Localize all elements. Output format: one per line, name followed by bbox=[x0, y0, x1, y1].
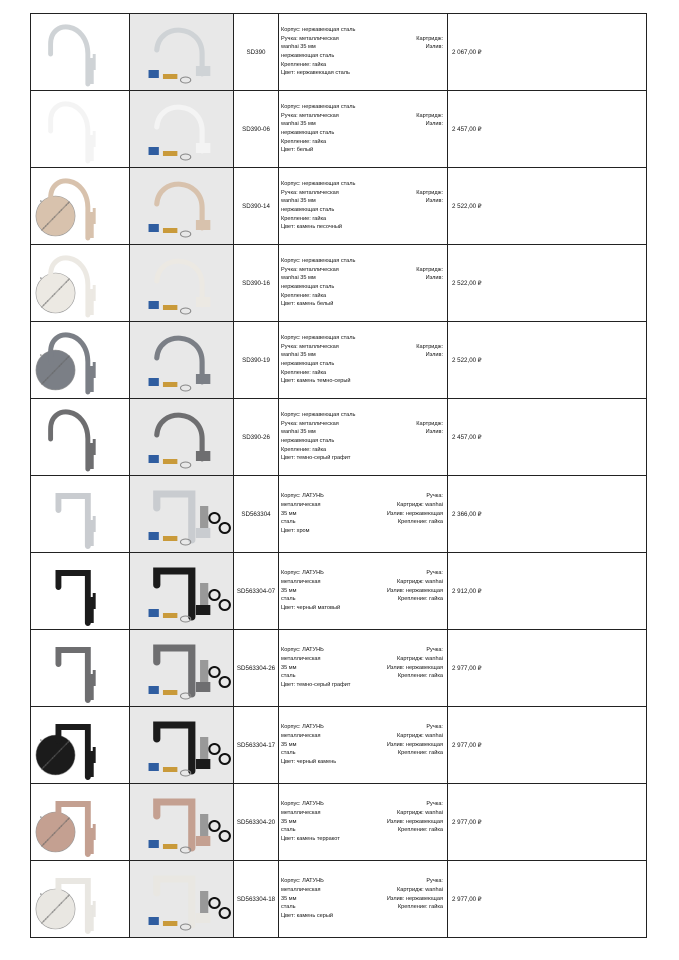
spec-pair bbox=[281, 43, 447, 52]
product-code: SD390-14 bbox=[234, 168, 279, 245]
product-kit-photo bbox=[130, 476, 234, 553]
product-kit-photo bbox=[130, 707, 234, 784]
product-spec bbox=[279, 168, 448, 245]
product-kit-photo bbox=[130, 14, 234, 91]
spec-right: Картридж: wanhai bbox=[397, 886, 443, 893]
spec-right: Картридж: bbox=[416, 343, 443, 350]
product-row bbox=[31, 322, 647, 399]
spec-left: Корпус: ЛАТУНЬ bbox=[281, 724, 324, 731]
product-kit-photo bbox=[130, 399, 234, 476]
product-photo bbox=[31, 630, 130, 707]
spec-line: Корпус: нержавеющая сталь bbox=[281, 257, 356, 264]
spec-line: Цвет: темно-серый графит bbox=[281, 455, 351, 462]
spec-right: Картридж: wanhai bbox=[397, 655, 443, 662]
product-code: SD390-26 bbox=[234, 399, 279, 476]
spec-right: Излив: bbox=[425, 275, 443, 282]
spec-left: металлическая bbox=[281, 809, 321, 816]
spec-line: нержавеющая сталь bbox=[281, 361, 335, 367]
product-kit-photo bbox=[130, 861, 234, 938]
product-spec bbox=[279, 14, 448, 91]
spec-left: 35 мм bbox=[281, 587, 297, 594]
spec-pair bbox=[281, 595, 447, 604]
product-photo bbox=[31, 168, 130, 245]
spec-line: Цвет: черный матовый bbox=[281, 605, 341, 612]
product-price: 2 522,00 ₽ bbox=[448, 322, 647, 399]
spec-right: Излив: нержавеющая bbox=[386, 895, 443, 902]
spec-pair bbox=[281, 741, 447, 750]
spec-left: сталь bbox=[281, 827, 296, 834]
spec-left: wanhai 35 мм bbox=[281, 352, 316, 359]
spec-left: wanhai 35 мм bbox=[281, 121, 316, 128]
spec-line: Корпус: нержавеющая сталь bbox=[281, 103, 356, 110]
product-spec bbox=[279, 245, 448, 322]
product-row bbox=[31, 91, 647, 168]
spec-line: Крепление: гайка bbox=[281, 61, 327, 68]
spec-pair bbox=[281, 826, 447, 835]
product-row bbox=[31, 707, 647, 784]
spec-line: Цвет: камень серый bbox=[281, 913, 334, 920]
spec-right: Излив: bbox=[425, 44, 443, 51]
spec-left: 35 мм bbox=[281, 741, 297, 748]
spec-line: Цвет: темно-серый графит bbox=[281, 682, 351, 689]
product-price: 2 457,00 ₽ bbox=[448, 91, 647, 168]
product-row bbox=[31, 14, 647, 91]
spec-pair bbox=[281, 818, 447, 827]
spec-left: сталь bbox=[281, 750, 296, 757]
spec-pair bbox=[281, 518, 447, 527]
spec-right: Крепление: гайка bbox=[397, 596, 443, 603]
spec-right: Ручка: bbox=[426, 647, 443, 654]
spec-line: Крепление: гайка bbox=[281, 215, 327, 222]
spec-right: Излив: нержавеющая bbox=[386, 664, 443, 671]
spec-right: Картридж: wanhai bbox=[397, 809, 443, 816]
spec-pair bbox=[281, 646, 447, 655]
spec-right: Крепление: гайка bbox=[397, 904, 443, 911]
spec-pair bbox=[281, 510, 447, 519]
spec-pair bbox=[281, 895, 447, 904]
spec-left: Корпус: ЛАТУНЬ bbox=[281, 493, 324, 500]
spec-left: Ручка: металлическая bbox=[281, 189, 339, 196]
spec-pair bbox=[281, 501, 447, 510]
product-photo bbox=[31, 399, 130, 476]
product-kit-photo bbox=[130, 322, 234, 399]
spec-pair bbox=[281, 492, 447, 501]
product-spec bbox=[279, 784, 448, 861]
spec-left: металлическая bbox=[281, 732, 321, 739]
product-price: 2 522,00 ₽ bbox=[448, 168, 647, 245]
product-photo bbox=[31, 14, 130, 91]
product-price: 2 977,00 ₽ bbox=[448, 630, 647, 707]
price-list-table bbox=[30, 13, 647, 938]
product-row bbox=[31, 861, 647, 938]
spec-left: 35 мм bbox=[281, 510, 297, 517]
product-photo bbox=[31, 553, 130, 630]
spec-left: металлическая bbox=[281, 655, 321, 662]
spec-right: Картридж: wanhai bbox=[397, 578, 443, 585]
spec-left: 35 мм bbox=[281, 895, 297, 902]
product-code: SD563304-26 bbox=[234, 630, 279, 707]
product-code: SD563304-07 bbox=[234, 553, 279, 630]
spec-line: нержавеющая сталь bbox=[281, 284, 335, 290]
spec-pair bbox=[281, 800, 447, 809]
product-photo bbox=[31, 861, 130, 938]
spec-pair bbox=[281, 112, 447, 121]
spec-pair bbox=[281, 664, 447, 673]
faucet-kit-icon bbox=[157, 107, 202, 151]
spec-pair bbox=[281, 274, 447, 283]
product-photo bbox=[31, 245, 130, 322]
spec-right: Излив: нержавеющая bbox=[386, 510, 443, 517]
product-photo bbox=[31, 322, 130, 399]
spec-left: сталь bbox=[281, 519, 296, 526]
spec-pair bbox=[281, 578, 447, 587]
product-photo bbox=[31, 476, 130, 553]
faucet-icon bbox=[58, 496, 87, 546]
product-kit-photo bbox=[130, 168, 234, 245]
spec-line: Цвет: черный камень bbox=[281, 759, 337, 766]
spec-pair bbox=[281, 587, 447, 596]
product-photo bbox=[31, 91, 130, 168]
spec-right: Ручка: bbox=[426, 493, 443, 500]
spec-right: Излив: bbox=[425, 352, 443, 359]
spec-left: металлическая bbox=[281, 501, 321, 508]
faucet-kit-icon bbox=[157, 338, 202, 382]
product-code: SD563304 bbox=[234, 476, 279, 553]
spec-pair bbox=[281, 428, 447, 437]
spec-line: Крепление: гайка bbox=[281, 369, 327, 376]
product-kit-photo bbox=[130, 245, 234, 322]
spec-left: Ручка: металлическая bbox=[281, 112, 339, 119]
spec-left: Корпус: ЛАТУНЬ bbox=[281, 801, 324, 808]
spec-right: Картридж: bbox=[416, 35, 443, 42]
spec-pair bbox=[281, 732, 447, 741]
spec-left: wanhai 35 мм bbox=[281, 275, 316, 282]
spec-right: Крепление: гайка bbox=[397, 750, 443, 757]
product-kit-photo bbox=[130, 553, 234, 630]
spec-left: сталь bbox=[281, 596, 296, 603]
product-spec bbox=[279, 630, 448, 707]
spec-left: металлическая bbox=[281, 886, 321, 893]
spec-left: сталь bbox=[281, 904, 296, 911]
spec-line: Цвет: белый bbox=[281, 147, 314, 154]
spec-pair bbox=[281, 351, 447, 360]
spec-left: 35 мм bbox=[281, 818, 297, 825]
product-row bbox=[31, 245, 647, 322]
faucet-kit-icon bbox=[157, 879, 192, 925]
spec-left: Ручка: металлическая bbox=[281, 266, 339, 273]
faucet-kit-icon bbox=[157, 648, 192, 694]
spec-right: Крепление: гайка bbox=[397, 827, 443, 834]
product-price: 2 977,00 ₽ bbox=[448, 784, 647, 861]
spec-line: нержавеющая сталь bbox=[281, 207, 335, 213]
spec-left: Корпус: ЛАТУНЬ bbox=[281, 878, 324, 885]
product-code: SD563304-17 bbox=[234, 707, 279, 784]
spec-pair bbox=[281, 569, 447, 578]
spec-line: Цвет: нержавеющая сталь bbox=[281, 70, 350, 77]
product-row bbox=[31, 476, 647, 553]
spec-left: Корпус: ЛАТУНЬ bbox=[281, 647, 324, 654]
spec-pair bbox=[281, 197, 447, 206]
product-kit-photo bbox=[130, 784, 234, 861]
spec-right: Картридж: bbox=[416, 189, 443, 196]
faucet-icon bbox=[51, 27, 88, 84]
spec-line: Корпус: нержавеющая сталь bbox=[281, 180, 356, 187]
product-code: SD390-16 bbox=[234, 245, 279, 322]
spec-right: Картридж: bbox=[416, 266, 443, 273]
spec-pair bbox=[281, 749, 447, 758]
spec-right: Картридж: bbox=[416, 112, 443, 119]
faucet-icon bbox=[51, 104, 88, 161]
product-code: SD390-06 bbox=[234, 91, 279, 168]
spec-left: wanhai 35 мм bbox=[281, 44, 316, 51]
product-price: 2 457,00 ₽ bbox=[448, 399, 647, 476]
spec-right: Излив: нержавеющая bbox=[386, 741, 443, 748]
spec-line: Крепление: гайка bbox=[281, 292, 327, 299]
product-photo bbox=[31, 707, 130, 784]
spec-pair bbox=[281, 903, 447, 912]
product-kit-photo bbox=[130, 91, 234, 168]
spec-line: Цвет: камень темно-серый bbox=[281, 378, 351, 385]
spec-left: Корпус: ЛАТУНЬ bbox=[281, 570, 324, 577]
spec-right: Картридж: bbox=[416, 420, 443, 427]
product-spec bbox=[279, 322, 448, 399]
spec-left: Ручка: металлическая bbox=[281, 343, 339, 350]
spec-line: Цвет: хром bbox=[281, 528, 310, 535]
faucet-kit-icon bbox=[157, 30, 202, 74]
spec-line: нержавеющая сталь bbox=[281, 438, 335, 444]
spec-right: Излив: нержавеющая bbox=[386, 818, 443, 825]
spec-right: Излив: bbox=[425, 429, 443, 436]
spec-pair bbox=[281, 35, 447, 44]
product-row bbox=[31, 168, 647, 245]
faucet-kit-icon bbox=[157, 571, 192, 617]
product-code: SD563304-20 bbox=[234, 784, 279, 861]
spec-pair bbox=[281, 672, 447, 681]
product-spec bbox=[279, 91, 448, 168]
product-spec bbox=[279, 861, 448, 938]
spec-left: wanhai 35 мм bbox=[281, 198, 316, 205]
spec-pair bbox=[281, 266, 447, 275]
spec-line: Крепление: гайка bbox=[281, 138, 327, 145]
product-row bbox=[31, 553, 647, 630]
spec-pair bbox=[281, 343, 447, 352]
product-price: 2 067,00 ₽ bbox=[448, 14, 647, 91]
product-price: 2 977,00 ₽ bbox=[448, 861, 647, 938]
spec-pair bbox=[281, 809, 447, 818]
spec-left: Ручка: металлическая bbox=[281, 35, 339, 42]
product-row bbox=[31, 630, 647, 707]
faucet-kit-icon bbox=[157, 494, 192, 540]
product-spec bbox=[279, 553, 448, 630]
spec-pair bbox=[281, 723, 447, 732]
spec-right: Крепление: гайка bbox=[397, 673, 443, 680]
faucet-kit-icon bbox=[157, 725, 192, 771]
product-spec bbox=[279, 476, 448, 553]
spec-right: Ручка: bbox=[426, 570, 443, 577]
spec-left: сталь bbox=[281, 673, 296, 680]
spec-left: wanhai 35 мм bbox=[281, 429, 316, 436]
product-kit-photo bbox=[130, 630, 234, 707]
spec-pair bbox=[281, 420, 447, 429]
faucet-kit-icon bbox=[157, 802, 192, 848]
product-row bbox=[31, 399, 647, 476]
product-price: 2 366,00 ₽ bbox=[448, 476, 647, 553]
spec-line: нержавеющая сталь bbox=[281, 130, 335, 136]
faucet-kit-icon bbox=[157, 261, 202, 305]
spec-line: Корпус: нержавеющая сталь bbox=[281, 26, 356, 33]
spec-line: Корпус: нержавеющая сталь bbox=[281, 411, 356, 418]
product-code: SD390-19 bbox=[234, 322, 279, 399]
product-price: 2 977,00 ₽ bbox=[448, 707, 647, 784]
spec-pair bbox=[281, 886, 447, 895]
spec-right: Картридж: wanhai bbox=[397, 732, 443, 739]
product-price: 2 912,00 ₽ bbox=[448, 553, 647, 630]
spec-pair bbox=[281, 655, 447, 664]
product-photo bbox=[31, 784, 130, 861]
spec-right: Картридж: wanhai bbox=[397, 501, 443, 508]
product-row bbox=[31, 784, 647, 861]
spec-line: Корпус: нержавеющая сталь bbox=[281, 334, 356, 341]
spec-pair bbox=[281, 120, 447, 129]
spec-right: Излив: нержавеющая bbox=[386, 587, 443, 594]
spec-right: Ручка: bbox=[426, 724, 443, 731]
product-code: SD563304-18 bbox=[234, 861, 279, 938]
spec-right: Ручка: bbox=[426, 878, 443, 885]
product-price: 2 522,00 ₽ bbox=[448, 245, 647, 322]
spec-line: Цвет: камень песочный bbox=[281, 224, 342, 231]
spec-line: Крепление: гайка bbox=[281, 446, 327, 453]
product-spec bbox=[279, 399, 448, 476]
spec-right: Ручка: bbox=[426, 801, 443, 808]
spec-pair bbox=[281, 189, 447, 198]
spec-line: Цвет: камень терракот bbox=[281, 836, 340, 843]
spec-right: Излив: bbox=[425, 121, 443, 128]
product-spec bbox=[279, 707, 448, 784]
faucet-kit-icon bbox=[157, 184, 202, 228]
spec-left: Ручка: металлическая bbox=[281, 420, 339, 427]
faucet-icon bbox=[51, 412, 88, 469]
spec-line: нержавеющая сталь bbox=[281, 53, 335, 59]
faucet-icon bbox=[58, 650, 87, 700]
spec-right: Излив: bbox=[425, 198, 443, 205]
product-code: SD390 bbox=[234, 14, 279, 91]
spec-pair bbox=[281, 877, 447, 886]
faucet-kit-icon bbox=[157, 415, 202, 459]
spec-line: Цвет: камень белый bbox=[281, 301, 334, 308]
spec-left: металлическая bbox=[281, 578, 321, 585]
spec-right: Крепление: гайка bbox=[397, 519, 443, 526]
spec-left: 35 мм bbox=[281, 664, 297, 671]
faucet-icon bbox=[58, 573, 87, 623]
